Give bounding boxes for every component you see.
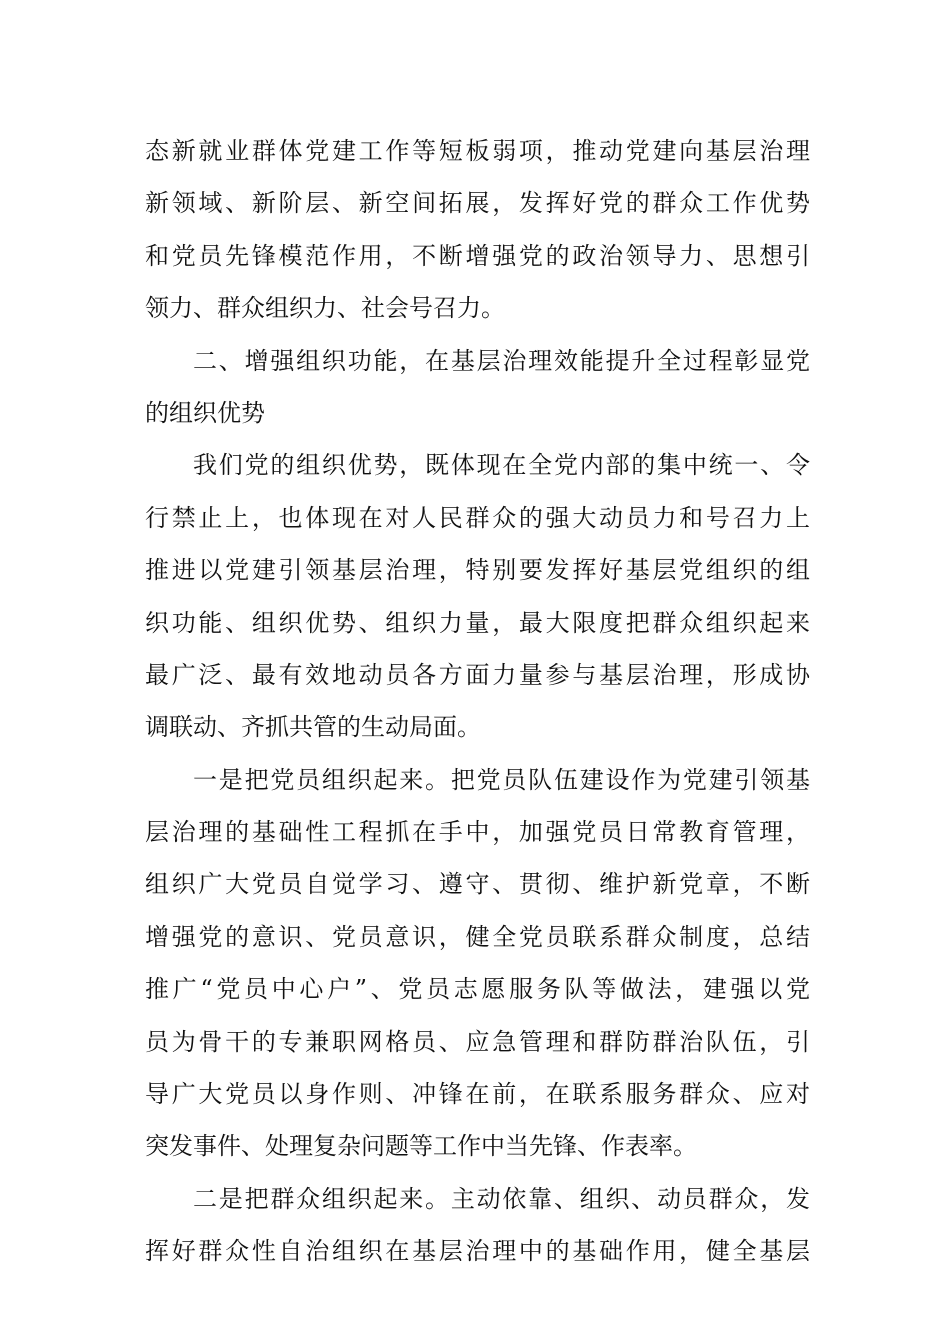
text-line: 增强党的意识、党员意识，健全党员联系群众制度，总结 xyxy=(145,922,810,951)
section-heading-line: 二、增强组织功能，在基层治理效能提升全过程彰显党 xyxy=(193,346,810,375)
text-line: 领力、群众组织力、社会号召力。 xyxy=(145,294,505,323)
text-line: 组织广大党员自觉学习、遵守、贯彻、维护新党章，不断 xyxy=(145,870,810,899)
section-heading-line: 的组织优势 xyxy=(145,398,265,427)
text-line: 二是把群众组织起来。主动依靠、组织、动员群众，发 xyxy=(193,1184,810,1213)
text-line: 调联动、齐抓共管的生动局面。 xyxy=(145,713,481,742)
text-line: 导广大党员以身作则、冲锋在前，在联系服务群众、应对 xyxy=(145,1080,810,1109)
text-line: 挥好群众性自治组织在基层治理中的基础作用，健全基层 xyxy=(145,1237,810,1266)
text-line: 态新就业群体党建工作等短板弱项，推动党建向基层治理 xyxy=(145,137,810,165)
text-line: 推广“党员中心户”、党员志愿服务队等做法，建强以党 xyxy=(145,975,810,1004)
text-line: 层治理的基础性工程抓在手中，加强党员日常教育管理， xyxy=(145,818,810,847)
text-line: 新领域、新阶层、新空间拓展，发挥好党的群众工作优势 xyxy=(145,189,810,218)
text-line: 突发事件、处理复杂问题等工作中当先锋、作表率。 xyxy=(145,1132,697,1161)
text-line: 员为骨干的专兼职网格员、应急管理和群防群治队伍，引 xyxy=(145,1027,810,1056)
text-line: 一是把党员组织起来。把党员队伍建设作为党建引领基 xyxy=(193,765,810,794)
text-line: 推进以党建引领基层治理，特别要发挥好基层党组织的组 xyxy=(145,556,810,585)
body-text xyxy=(145,125,810,1278)
text-line: 我们党的组织优势，既体现在全党内部的集中统一、令 xyxy=(193,451,810,480)
text-line: 行禁止上，也体现在对人民群众的强大动员力和号召力上 xyxy=(145,503,810,532)
text-line: 织功能、组织优势、组织力量，最大限度把群众组织起来 xyxy=(145,608,810,637)
text-line: 最广泛、最有效地动员各方面力量参与基层治理，形成协 xyxy=(145,660,810,689)
text-line: 和党员先锋模范作用，不断增强党的政治领导力、思想引 xyxy=(145,241,810,270)
